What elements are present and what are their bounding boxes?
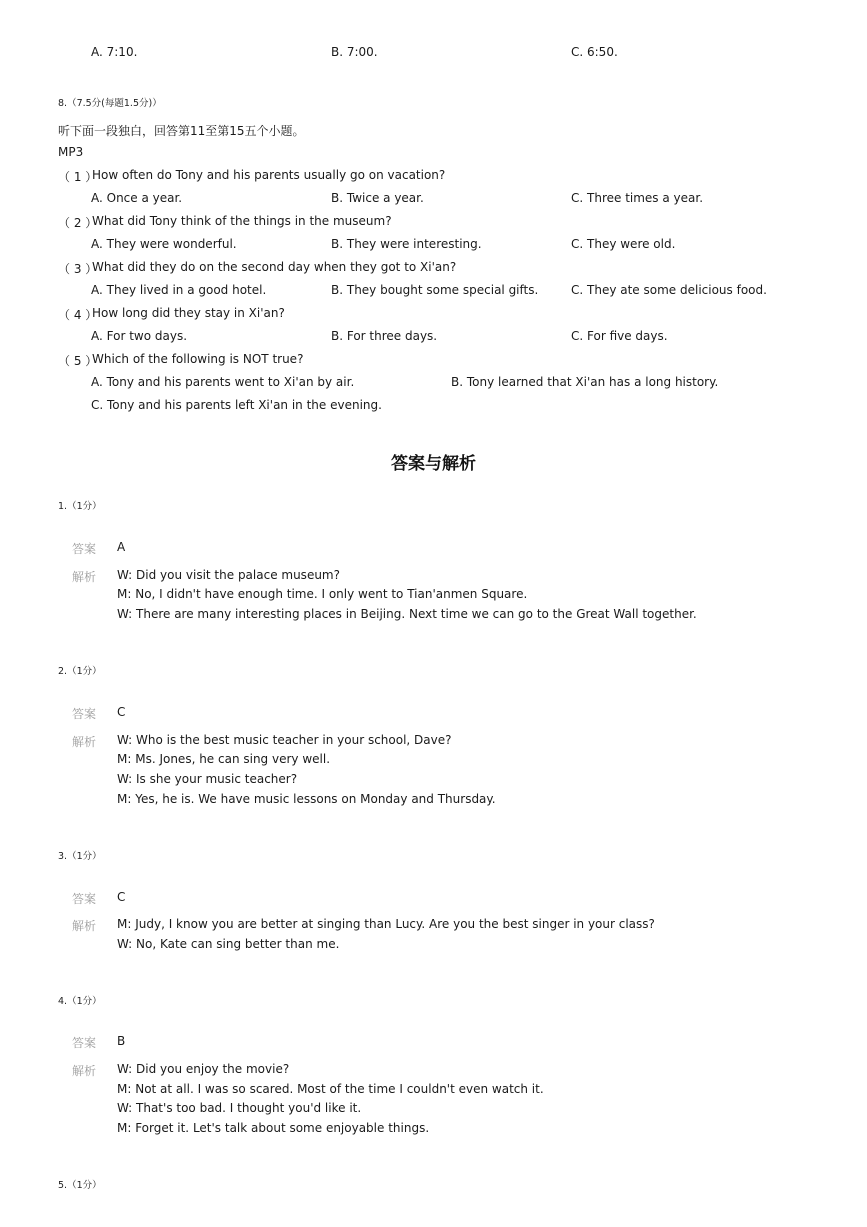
subq-4-option-a: A. For two days. bbox=[91, 329, 188, 343]
analysis-2-line-3: W: Is she your music teacher? bbox=[117, 772, 298, 786]
q8-intro: 听下面一段独白，回答第11至第15五个小题。 bbox=[58, 124, 305, 138]
answer-3-header: 3.（1分） bbox=[58, 851, 102, 862]
analysis-1-line-3: W: There are many interesting places in Beijing. Next time we can go to the Great Wall together. bbox=[117, 607, 697, 621]
q8-header: 8.（7.5分(每题1.5分)） bbox=[58, 98, 162, 109]
section-title: 答案与解析 bbox=[391, 454, 476, 474]
analysis-1-line-2: M: No, I didn't have enough time. I only went to Tian'anmen Square. bbox=[117, 587, 528, 601]
subq-5-option-c: C. Tony and his parents left Xi'an in the evening. bbox=[91, 398, 382, 412]
answer-2-header: 2.（1分） bbox=[58, 666, 102, 677]
q7-option-c: C. 6:50. bbox=[571, 45, 618, 59]
subq-5-number: （ 5 ） bbox=[58, 354, 98, 368]
answer-4-header: 4.（1分） bbox=[58, 996, 102, 1007]
analysis-3-line-1: M: Judy, I know you are better at singing than Lucy. Are you the best singer in your class? bbox=[117, 917, 655, 931]
q7-option-b: B. 7:00. bbox=[331, 45, 378, 59]
subq-2-option-a: A. They were wonderful. bbox=[91, 237, 237, 251]
q7-option-a: A. 7:10. bbox=[91, 45, 138, 59]
subq-1-text: How often do Tony and his parents usually go on vacation? bbox=[92, 168, 446, 182]
analysis-4-line-4: M: Forget it. Let's talk about some enjoyable things. bbox=[117, 1121, 430, 1135]
subq-4-number: （ 4 ） bbox=[58, 308, 98, 322]
answer-3-label: 答案 bbox=[72, 892, 97, 906]
analysis-4-line-2: M: Not at all. I was so scared. Most of the time I couldn't even watch it. bbox=[117, 1082, 544, 1096]
answer-2-value: C bbox=[117, 705, 126, 719]
subq-5-text: Which of the following is NOT true? bbox=[92, 352, 304, 366]
subq-2-text: What did Tony think of the things in the museum? bbox=[92, 214, 392, 228]
answer-1-header: 1.（1分） bbox=[58, 501, 102, 512]
analysis-2-line-1: W: Who is the best music teacher in your school, Dave? bbox=[117, 733, 452, 747]
subq-4-option-c: C. For five days. bbox=[571, 329, 668, 343]
analysis-2-line-2: M: Ms. Jones, he can sing very well. bbox=[117, 752, 331, 766]
analysis-3-line-2: W: No, Kate can sing better than me. bbox=[117, 937, 340, 951]
analysis-3-label: 解析 bbox=[72, 919, 97, 933]
subq-4-option-b: B. For three days. bbox=[331, 329, 438, 343]
subq-3-option-c: C. They ate some delicious food. bbox=[571, 283, 767, 297]
subq-1-option-b: B. Twice a year. bbox=[331, 191, 424, 205]
subq-1-option-a: A. Once a year. bbox=[91, 191, 183, 205]
subq-1-option-c: C. Three times a year. bbox=[571, 191, 704, 205]
answer-4-label: 答案 bbox=[72, 1036, 97, 1050]
subq-2-option-b: B. They were interesting. bbox=[331, 237, 482, 251]
subq-5-option-b: B. Tony learned that Xi'an has a long history. bbox=[451, 375, 719, 389]
analysis-4-line-3: W: That's too bad. I thought you'd like it. bbox=[117, 1101, 362, 1115]
analysis-4-line-1: W: Did you enjoy the movie? bbox=[117, 1062, 290, 1076]
q8-media: MP3 bbox=[58, 145, 84, 159]
subq-2-option-c: C. They were old. bbox=[571, 237, 676, 251]
subq-4-text: How long did they stay in Xi'an? bbox=[92, 306, 285, 320]
answer-1-label: 答案 bbox=[72, 542, 97, 556]
subq-3-option-a: A. They lived in a good hotel. bbox=[91, 283, 267, 297]
subq-1-number: （ 1 ） bbox=[58, 170, 98, 184]
subq-3-number: （ 3 ） bbox=[58, 262, 98, 276]
subq-2-number: （ 2 ） bbox=[58, 216, 98, 230]
analysis-2-label: 解析 bbox=[72, 735, 97, 749]
subq-3-text: What did they do on the second day when they got to Xi'an? bbox=[92, 260, 457, 274]
analysis-1-line-1: W: Did you visit the palace museum? bbox=[117, 568, 340, 582]
answer-4-value: B bbox=[117, 1034, 126, 1048]
answer-5-header: 5.（1分） bbox=[58, 1180, 102, 1191]
subq-5-option-a: A. Tony and his parents went to Xi'an by air. bbox=[91, 375, 355, 389]
analysis-4-label: 解析 bbox=[72, 1064, 97, 1078]
answer-2-label: 答案 bbox=[72, 707, 97, 721]
analysis-2-line-4: M: Yes, he is. We have music lessons on Monday and Thursday. bbox=[117, 792, 496, 806]
analysis-1-label: 解析 bbox=[72, 570, 97, 584]
answer-3-value: C bbox=[117, 890, 126, 904]
answer-1-value: A bbox=[117, 540, 126, 554]
subq-3-option-b: B. They bought some special gifts. bbox=[331, 283, 539, 297]
